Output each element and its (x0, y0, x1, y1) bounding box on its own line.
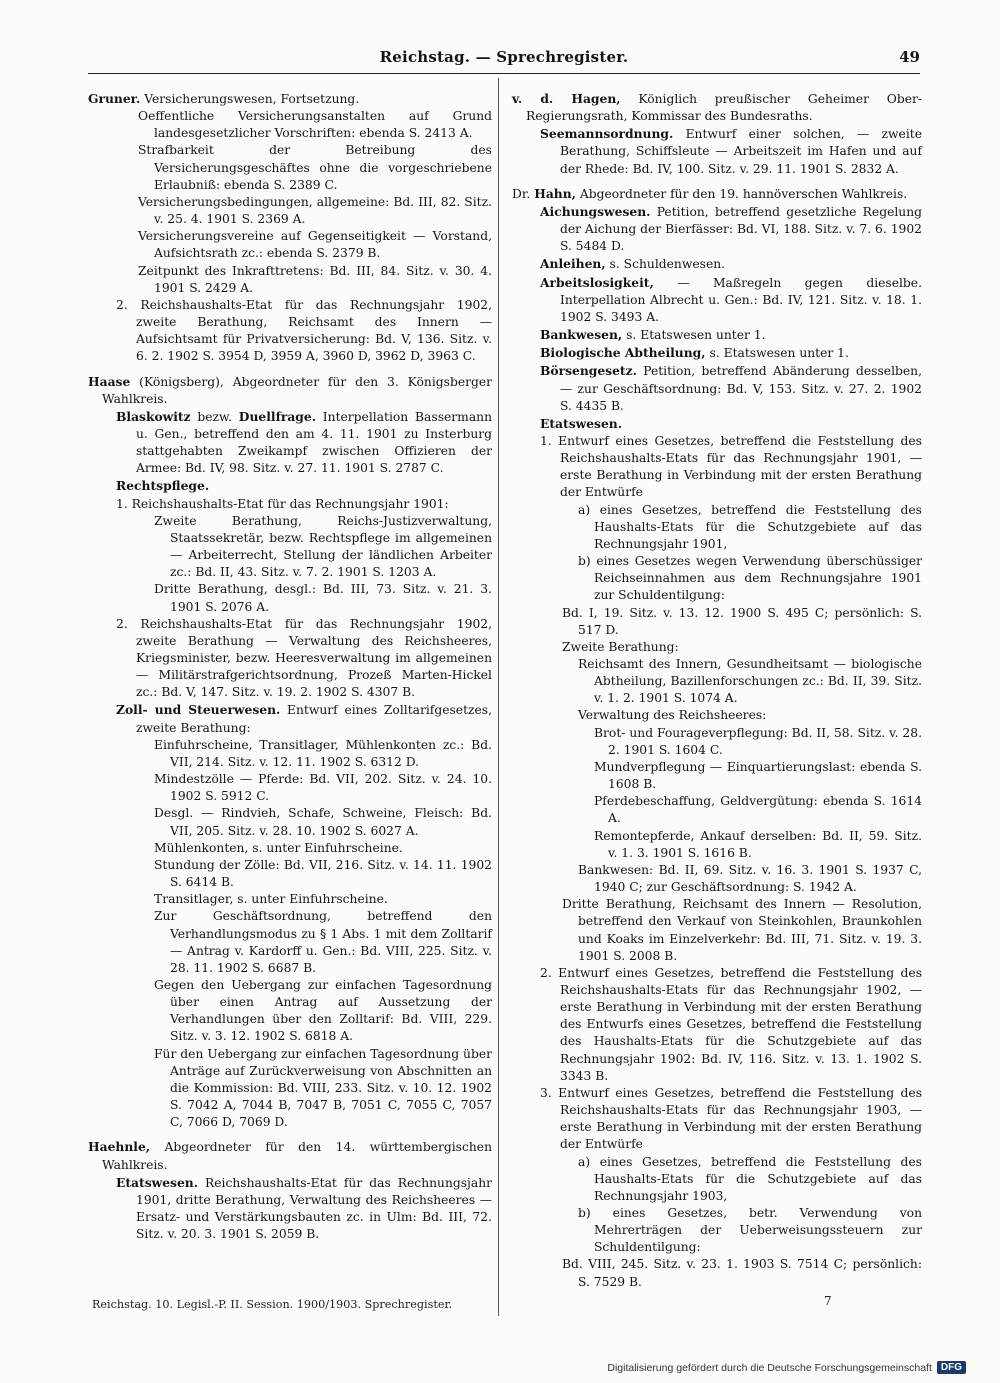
entry-line (526, 362, 922, 414)
entry-text: 2. Entwurf eines Gesetzes, betreffend die Feststellung des Reichshaushalts-Etats für das Rechnungsjahr 1902, — erste Berathung in Verbindung mit der ersten Berathung des Entwurfs eines Gesetzes, betreffend die Feststellung des Haushalts-Etats für die Schutzgebiete auf das Rechnungsjahr 1902: Bd. IV, 116. Sitz. v. 13. 1. 1902 S. 3343 B. (540, 965, 922, 1083)
entry-line (102, 228, 492, 262)
entry-line (102, 263, 492, 297)
entry-line (526, 502, 922, 553)
entry-line (526, 862, 922, 896)
bold-term: Etatswesen. (540, 415, 623, 431)
entry-line (526, 326, 922, 344)
entry-text: Mühlenkonten, s. unter Einfuhrscheine. (154, 840, 403, 855)
entry-line (526, 639, 922, 656)
entry-text: Entwurf einer solchen, — zweite Berathung, Schiffsleute — Arbeitszeit im Hafen und auf der Rhede: Bd. IV, 100. Sitz. v. 29. 11. 1901 S. 2832 A. (560, 127, 922, 176)
index-entry (88, 1138, 492, 1243)
entry-text: Entwurf eines Zolltarifgesetzes, zweite Berathung: (136, 703, 492, 735)
entry-text: b) eines Gesetzes, betr. Verwendung von Mehrerträgen der Ueberweisungssteuern zur Schuldentilgung: (578, 1206, 922, 1255)
entry-line (526, 344, 922, 362)
entry-line (102, 581, 492, 615)
entry-text: Interpellation Bassermann u. Gen., betreffend den am 4. 11. 1901 zu Insterburg stattgehabten Zweikampf zwischen Offizieren der Armee: Bd. IV, 98. Sitz. v. 27. 11. 1901 S. 2787 C. (136, 409, 492, 476)
bold-term: Haehnle, (88, 1139, 151, 1155)
bold-term: Blaskowitz (116, 408, 191, 424)
entry-line (526, 1085, 922, 1154)
index-entry (512, 185, 922, 1291)
entry-line (102, 737, 492, 771)
entry-text: Dr. (512, 186, 535, 201)
entry-text: Gegen den Uebergang zur einfachen Tagesordnung über einen Antrag auf Aussetzung der Verhandlungen über den Zolltarif: Bd. VIII, 229. Sitz. v. 3. 12. 1902 S. 6818 A. (154, 977, 492, 1044)
entry-line (102, 771, 492, 805)
entry-text: Verwaltung des Reichsheeres: (578, 708, 767, 723)
column-divider (498, 78, 499, 1316)
entry-text: 2. Reichshaushalts-Etat für das Rechnungsjahr 1902, zweite Berathung — Verwaltung des Reichsheeres, Kriegsminister, bezw. Heeresverwaltung im allgemeinen — Militärstrafgerichtsordnung, Prozeß Marten-Hickel zc.: Bd. V, 147. Sitz. v. 19. 2. 1902 S. 4307 B. (116, 616, 492, 700)
entry-line (526, 707, 922, 724)
header-rule (88, 73, 920, 74)
signature-mark: 7 (824, 1294, 832, 1308)
entry-text: Versicherungswesen, Fortsetzung. (140, 92, 360, 106)
entry-line (102, 142, 492, 193)
entry-line (526, 759, 922, 793)
entry-text: Für den Uebergang zur einfachen Tagesordnung über Anträge auf Zurückverweisung von Abschnitten an die Kommission: Bd. VIII, 233. Sitz. v. 10. 12. 1902 S. 7042 A, 7044 B, 7047 B, 7051 C, 7055 C, 7057 C, 7066 D, 7069 D. (154, 1046, 492, 1130)
entry-text: Königlich preußischer Geheimer Ober-Regierungsrath, Kommissar des Bundesraths. (526, 92, 922, 124)
running-title: Reichstag. — Sprechregister. (379, 48, 629, 66)
entry-text: Petition, betreffend gesetzliche Regelung der Aichung der Bierfässer: Bd. VI, 188. Sitz. v. 7. 6. 1902 S. 5484 D. (560, 204, 922, 254)
bold-term: Haase (88, 373, 131, 389)
entry-text: 1. Reichshaushalts-Etat für das Rechnungsjahr 1901: (116, 496, 449, 511)
entry-text: Transitlager, s. unter Einfuhrscheine. (154, 892, 388, 907)
entry-line (102, 977, 492, 1046)
entry-text: — Maßregeln gegen dieselbe. Interpellation Albrecht u. Gen.: Bd. IV, 121. Sitz. v. 18. 1. 1902 S. 3493 A. (560, 275, 922, 324)
entry-text: b) eines Gesetzes wegen Verwendung überschüssiger Reichseinnahmen aus dem Rechnungsjahre 1901 zur Schuldentilgung: (578, 554, 922, 603)
entry-line (526, 415, 922, 433)
right-column (512, 90, 922, 1292)
entry-text: Versicherungsvereine auf Gegenseitigkeit — Vorstand, Aufsichtsrath zc.: ebenda S. 2379 B. (138, 229, 492, 261)
entry-heading (88, 90, 492, 108)
dfg-logo: DFG (937, 1361, 966, 1374)
entry-line (526, 965, 922, 1085)
entry-line (526, 553, 922, 604)
entry-text: a) eines Gesetzes, betreffend die Feststellung des Haushalts-Etats für die Schutzgebiete auf das Rechnungsjahr 1903, (578, 1154, 922, 1203)
bold-term: Anleihen, (540, 256, 606, 272)
entry-text: Stundung der Zölle: Bd. VII, 216. Sitz. v. 14. 11. 1902 S. 6414 B. (154, 857, 492, 890)
entry-line (526, 896, 922, 965)
bold-term: Etatswesen. (116, 1174, 199, 1190)
entry-line (526, 793, 922, 827)
entry-text: Remontepferde, Ankauf derselben: Bd. II, 59. Sitz. v. 1. 3. 1901 S. 1616 B. (594, 828, 922, 860)
entry-text: Brot- und Fourageverpflegung: Bd. II, 58. Sitz. v. 28. 2. 1901 S. 1604 C. (594, 725, 922, 757)
entry-heading (512, 185, 922, 203)
bold-term: Bankwesen, (540, 327, 623, 343)
entry-text: a) eines Gesetzes, betreffend die Feststellung des Haushalts-Etats für die Schutzgebiete auf das Rechnungsjahr 1901, (578, 502, 922, 551)
entry-line (526, 1205, 922, 1256)
entry-text: Reichshaushalts-Etat für das Rechnungsjahr 1901, dritte Berathung, Verwaltung des Reichsheeres — Ersatz- und Verstärkungsbauten zc. in Ulm: Bd. III, 72. Sitz. v. 20. 3. 1901 S. 2059 B. (136, 1175, 492, 1242)
entry-line (102, 857, 492, 891)
entry-line (526, 1256, 922, 1290)
bold-term: Zoll- und Steuerwesen. (116, 702, 281, 718)
bold-term: Hahn, (534, 185, 576, 201)
entry-text: Abgeordneter für den 14. württembergischen Wahlkreis. (102, 1140, 492, 1172)
entry-text: Strafbarkeit der Betreibung des Versicherungsgeschäftes ohne die vorgeschriebene Erlaubniß: ebenda S. 2389 C. (138, 143, 492, 192)
entry-text: Reichsamt des Innern, Gesundheitsamt — biologische Abtheilung, Bazillenforschungen zc.: Bd. II, 39. Sitz. v. 1. 2. 1901 S. 1074 A. (578, 657, 922, 706)
entry-text: Zweite Berathung, Reichs-Justizverwaltung, Staatssekretär, bezw. Rechtspflege im allgemeinen — Arbeiterrecht, Stellung der ländlichen Arbeiter zc.: Bd. II, 43. Sitz. v. 7. 2. 1901 S. 1203 A. (154, 513, 492, 580)
entry-text: s. Etatswesen unter 1. (622, 328, 766, 343)
entry-line (526, 1154, 922, 1205)
entry-text: Bd. VIII, 245. Sitz. v. 23. 1. 1903 S. 7514 C; persönlich: S. 7529 B. (562, 1257, 922, 1289)
entry-line (526, 433, 922, 502)
index-entry (88, 90, 492, 366)
entry-heading (88, 373, 492, 408)
entry-text: 2. Reichshaushalts-Etat für das Rechnungsjahr 1902, zweite Berathung, Reichsamt des Innern — Aufsichtsamt für Privatversicherung: Bd. V, 136. Sitz. v. 6. 2. 1902 S. 3954 D, 3959 A, 3960 D, 3962 D, 3963 C. (116, 297, 492, 364)
bold-term: v. d. Hagen, (512, 91, 621, 106)
entry-text: Mindestzölle — Pferde: Bd. VII, 202. Sitz. v. 24. 10. 1902 S. 5912 C. (154, 772, 492, 804)
entry-text: Desgl. — Rindvieh, Schafe, Schweine, Fleisch: Bd. VII, 205. Sitz. v. 28. 10. 1902 S. 6027 A. (154, 806, 492, 838)
bold-term: Aichungswesen. (540, 203, 651, 219)
left-column (88, 90, 492, 1244)
entry-line (526, 725, 922, 759)
index-entry (88, 373, 492, 1132)
entry-line (102, 477, 492, 495)
entry-line (102, 891, 492, 908)
footer-note: Reichstag. 10. Legisl.-P. II. Session. 1900/1903. Sprechregister. (92, 1298, 453, 1311)
entry-text: Bankwesen: Bd. II, 69. Sitz. v. 16. 3. 1901 S. 1937 C, 1940 C; zur Geschäftsordnung: S. 1942 A. (578, 862, 922, 895)
entry-text: Zur Geschäftsordnung, betreffend den Verhandlungsmodus zu § 1 Abs. 1 mit dem Zolltarif — Antrag v. Kardorff u. Gen.: Bd. VIII, 225. Sitz. v. 28. 11. 1902 S. 6687 B. (154, 909, 492, 975)
entry-line (102, 108, 492, 142)
entry-line (102, 513, 492, 582)
entry-text: Dritte Berathung, desgl.: Bd. III, 73. Sitz. v. 21. 3. 1901 S. 2076 A. (154, 582, 492, 614)
digitization-credit (607, 1361, 966, 1374)
entry-text: Abgeordneter für den 19. hannöverschen Wahlkreis. (575, 186, 908, 201)
bold-term: Seemannsordnung. (540, 126, 674, 142)
entry-text: Versicherungsbedingungen, allgemeine: Bd. III, 82. Sitz. v. 25. 4. 1901 S. 2369 A. (138, 194, 492, 227)
entry-heading (88, 1138, 492, 1173)
entry-line (102, 194, 492, 228)
entry-line (102, 408, 492, 478)
entry-text: s. Etatswesen unter 1. (705, 346, 849, 361)
entry-line (526, 828, 922, 862)
entry-line (102, 1046, 492, 1132)
index-entry (512, 90, 922, 178)
running-head (88, 46, 920, 72)
entry-text: Zeitpunkt des Inkrafttretens: Bd. III, 84. Sitz. v. 30. 4. 1901 S. 2429 A. (138, 263, 492, 295)
entry-text: Dritte Berathung, Reichsamt des Innern — Resolution, betreffend den Verkauf von Steinkohlen, Braunkohlen und Koaks im Einzelverkehr: Bd. III, 71. Sitz. v. 19. 3. 1901 S. 2008 B. (562, 897, 922, 963)
entry-line (526, 255, 922, 273)
entry-text: s. Schuldenwesen. (605, 257, 726, 272)
entry-line (102, 805, 492, 839)
bold-term: Rechtspflege. (116, 478, 210, 494)
entry-text: bezw. (190, 409, 239, 424)
page-number: 49 (899, 48, 920, 66)
entry-text: 1. Entwurf eines Gesetzes, betreffend die Feststellung des Reichshaushalts-Etats für das Rechnungsjahr 1901, — erste Berathung in Verbindung mit der ersten Berathung der Entwürfe (540, 433, 922, 500)
entry-line (102, 496, 492, 513)
entry-text: Oeffentliche Versicherungsanstalten auf Grund landesgesetzlicher Vorschriften: ebenda S. 2413 A. (138, 109, 492, 141)
entry-line (102, 1174, 492, 1244)
bold-term: Börsengesetz. (540, 363, 637, 379)
bold-term: Duellfrage. (238, 408, 317, 424)
entry-text: 3. Entwurf eines Gesetzes, betreffend die Feststellung des Reichshaushalts-Etats für das Rechnungsjahr 1903, — erste Berathung in Verbindung mit der ersten Berathung der Entwürfe (540, 1085, 922, 1152)
entry-line (526, 203, 922, 255)
entry-line (102, 616, 492, 702)
entry-text: Bd. I, 19. Sitz. v. 13. 12. 1900 S. 495 C; persönlich: S. 517 D. (562, 605, 922, 637)
entry-line (102, 908, 492, 977)
entry-text: Pferdebeschaffung, Geldvergütung: ebenda S. 1614 A. (594, 794, 922, 826)
entry-line (102, 297, 492, 366)
entry-text: Mundverpflegung — Einquartierungslast: ebenda S. 1608 B. (594, 759, 922, 792)
bold-term: Biologische Abtheilung, (540, 345, 706, 361)
entry-text: Petition, betreffend Abänderung desselben, — zur Geschäftsordnung: Bd. V, 153. Sitz. v. 27. 2. 1902 S. 4435 B. (560, 364, 922, 413)
entry-text: Zweite Berathung: (562, 639, 679, 654)
bold-term: Gruner. (88, 91, 141, 106)
bold-term: Arbeitslosigkeit, (540, 274, 654, 290)
entry-text: (Königsberg), Abgeordneter für den 3. Königsberger Wahlkreis. (102, 374, 492, 406)
credit-text: Digitalisierung gefördert durch die Deutsche Forschungsgemeinschaft (607, 1361, 932, 1374)
entry-line (102, 701, 492, 736)
entry-line (102, 840, 492, 857)
entry-line (526, 125, 922, 177)
entry-text: Einfuhrscheine, Transitlager, Mühlenkonten zc.: Bd. VII, 214. Sitz. v. 12. 11. 1902 S. 6312 D. (154, 737, 492, 769)
entry-line (526, 656, 922, 707)
entry-heading (512, 90, 922, 125)
entry-line (526, 605, 922, 639)
entry-line (526, 274, 922, 326)
